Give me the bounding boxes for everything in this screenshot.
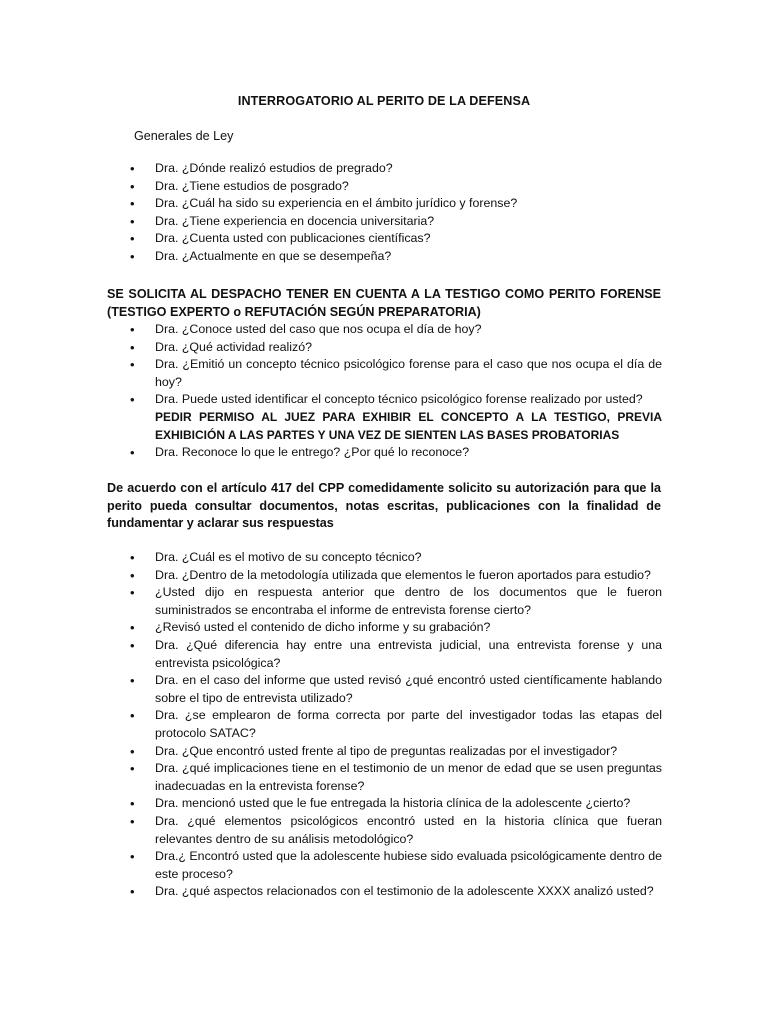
list-item: [128, 321, 662, 339]
list-item: [128, 339, 662, 357]
question-text: Dra. ¿Emitió un concepto técnico psicológico forense para el caso que nos ocupa el día de hoy?: [155, 357, 662, 389]
question-text: ¿Usted dijo en respuesta anterior que dentro de los documentos que le fueron suministrados se encontraba el informe de entrevista forense cierto?: [155, 585, 662, 617]
list-item: [128, 230, 662, 248]
bullet-icon: •: [130, 708, 135, 724]
question-text: Dra. ¿Qué actividad realizó?: [155, 339, 313, 354]
list-item: [128, 637, 662, 672]
bullet-icon: •: [130, 213, 135, 229]
bullet-icon: •: [130, 761, 135, 777]
list-item: [128, 444, 662, 462]
list-item: [128, 567, 662, 585]
question-text: Dra. ¿qué elementos psicológicos encontró usted en la historia clínica que fueran relevantes dentro de su análisis metodológico?: [155, 813, 662, 846]
question-text: Dra. ¿Que encontró usted frente al tipo de preguntas realizadas por el investigador?: [155, 743, 618, 758]
question-text: Dra. ¿se emplearon de forma correcta por parte del investigador todas las etapas del protocolo SATAC?: [155, 708, 662, 740]
question-text: Dra. mencionó usted que le fue entregada la historia clínica de la adolescente ¿cierto?: [155, 796, 631, 811]
bullet-icon: •: [130, 445, 135, 461]
bullet-icon: •: [130, 357, 135, 373]
bullet-icon: •: [130, 196, 135, 212]
question-text: Dra. ¿Dentro de la metodología utilizada que elementos le fueron aportados para estudio?: [155, 567, 651, 582]
list-item: [128, 356, 662, 391]
bullet-icon: •: [130, 849, 135, 865]
question-text: Dra. ¿Cuál es el motivo de su concepto técnico?: [155, 550, 422, 564]
question-text: Dra. ¿Tiene estudios de posgrado?: [155, 178, 349, 193]
list-item: [128, 743, 662, 761]
list-item: [128, 619, 662, 637]
question-text: Dra.¿ Encontró usted que la adolescente hubiese sido evaluada psicológicamente dentro de este proceso?: [155, 849, 662, 881]
question-text: Dra. ¿Actualmente en que se desempeña?: [155, 248, 392, 263]
question-text: Dra. ¿Cuenta usted con publicaciones científicas?: [155, 231, 431, 246]
list-item: [128, 672, 662, 707]
question-text: Dra. ¿qué implicaciones tiene en el testimonio de un menor de edad que se usen preguntas inadecuadas en la entrevista forense?: [155, 761, 662, 793]
list-item: [128, 760, 662, 795]
question-text: Dra. Puede usted identificar el concepto técnico psicológico forense realizado por usted?: [155, 392, 643, 407]
list-item: [128, 391, 662, 444]
question-text: Dra. ¿Qué diferencia hay entre una entrevista judicial, una entrevista forense y una entrevista psicológica?: [155, 637, 662, 670]
list-item: [128, 549, 662, 567]
bullet-icon: •: [130, 673, 135, 689]
bullet-icon: •: [130, 161, 135, 176]
article-417-paragraph: De acuerdo con el artículo 417 del CPP comedidamente solicito su autorización para que la perito pueda consultar documentos, notas escritas, publicaciones con la finalidad de fundamentar y aclarar sus respuestas: [107, 481, 661, 531]
list-item: [128, 848, 662, 883]
bullet-icon: •: [130, 178, 135, 194]
bullet-icon: •: [130, 585, 135, 601]
question-text: Dra. ¿qué aspectos relacionados con el testimonio de la adolescente XXXX analizó usted?: [155, 884, 654, 899]
document-title: INTERROGATORIO AL PERITO DE LA DEFENSA: [237, 94, 531, 108]
bullet-icon: •: [130, 813, 135, 829]
bullet-icon: •: [130, 248, 135, 264]
question-text: Dra. ¿Cuál ha sido su experiencia en el ámbito jurídico y forense?: [155, 196, 518, 211]
list-item: [128, 584, 662, 619]
question-text: Dra. en el caso del informe que usted revisó ¿qué encontró usted científicamente hablando sobre el tipo de entrevista utilizado?: [155, 673, 662, 705]
list-item: [128, 813, 662, 848]
methodology-questions-list: [128, 549, 662, 901]
list-item: [128, 213, 662, 231]
list-item: [128, 178, 662, 196]
bullet-icon: •: [130, 637, 135, 653]
bullet-icon: •: [130, 231, 135, 247]
expert-request-paragraph: SE SOLICITA AL DESPACHO TENER EN CUENTA A LA TESTIGO COMO PERITO FORENSE (TESTIGO EXPERTO o REFUTACIÓN SEGÚN PREPARATORIA): [107, 287, 661, 319]
bullet-icon: •: [130, 339, 135, 355]
case-questions-list: [128, 321, 662, 462]
question-text: Dra. ¿Conoce usted del caso que nos ocupa el día de hoy?: [155, 322, 482, 336]
bullet-icon: •: [130, 550, 135, 565]
bullet-icon: •: [130, 620, 135, 636]
question-text: Dra. Reconoce lo que le entrego? ¿Por qué lo reconoce?: [155, 445, 470, 460]
bullet-icon: •: [130, 884, 135, 900]
procedural-note: PEDIR PERMISO AL JUEZ PARA EXHIBIR EL CONCEPTO A LA TESTIGO, PREVIA EXHIBICIÓN A LAS PARTES Y UNA VEZ DE SIENTEN LAS BASES PROBATORIAS: [155, 409, 662, 442]
bullet-icon: •: [130, 743, 135, 759]
list-item: [128, 883, 662, 901]
question-text: ¿Revisó usted el contenido de dicho informe y su grabación?: [155, 620, 491, 635]
list-item: [128, 160, 662, 178]
list-item: [128, 707, 662, 742]
bullet-icon: •: [130, 567, 135, 583]
question-text: Dra. ¿Dónde realizó estudios de pregrado?: [155, 161, 393, 175]
section-subheading: Generales de Ley: [134, 129, 234, 143]
list-item: [128, 795, 662, 813]
bullet-icon: •: [130, 322, 135, 337]
list-item: [128, 248, 662, 266]
general-questions-list: [128, 160, 662, 266]
bullet-icon: •: [130, 796, 135, 812]
bullet-icon: •: [130, 392, 135, 408]
question-text: Dra. ¿Tiene experiencia en docencia universitaria?: [155, 213, 435, 228]
list-item: [128, 195, 662, 213]
